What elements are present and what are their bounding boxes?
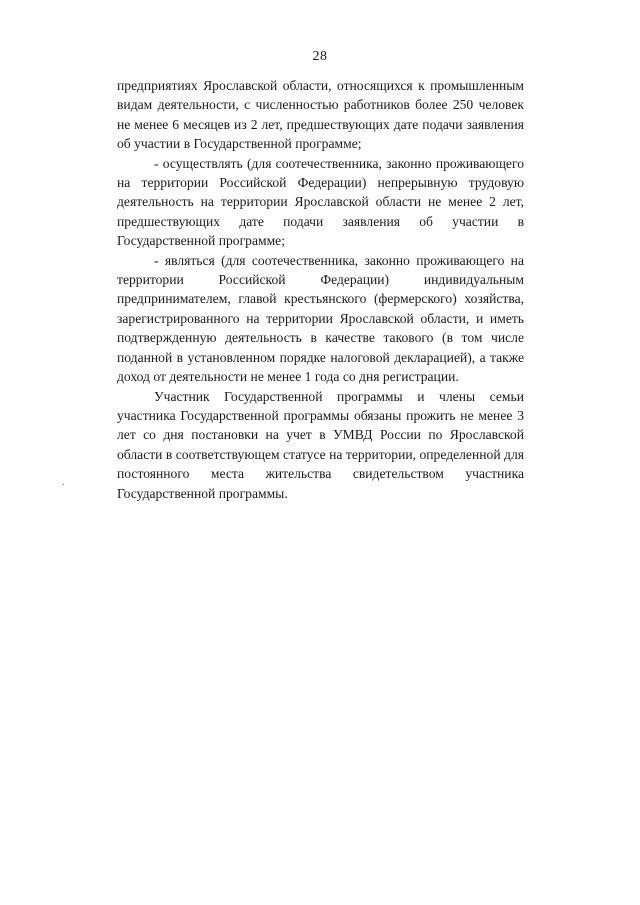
paragraph-continuation: предприятиях Ярославской области, относящихся к промышленным видам деятельности, с численностью работников более 250 человек не менее 6 месяцев из 2 лет, предшествующих дате подачи заявления об участии в Государственной программе; <box>117 78 524 152</box>
paragraph-residence-obligation: Участник Государственной программы и члены семьи участника Государственной программы обязаны прожить не менее 3 лет со дня постановки на учет в УМВД России по Ярославской области в соответствующем статусе на территории, определенной для постоянного места жительства свидетельством участника Государственной программы. <box>117 388 524 501</box>
paragraph-labor-activity: - осуществлять (для соотечественника, законно проживающего на территории Российской Федерации) непрерывную трудовую деятельность на территории Ярославской области не менее 2 лет, предшествующих дате подачи заявления об участии в Государственной программе; <box>117 155 524 249</box>
document-body <box>117 76 524 503</box>
scan-speck <box>63 484 64 485</box>
paragraph-entrepreneur: - являться (для соотечественника, законно проживающего на территории Российской Федерации) индивидуальным предпринимателем, главой крестьянского (фермерского) хозяйства, зарегистрированного на территории Ярославской области, и иметь подтвержденную деятельность в качестве такового (в том числе поданной в установленном порядке налоговой декларацией), а также доход от деятельности не менее 1 года со дня регистрации. <box>117 252 524 385</box>
page-number: 28 <box>312 49 328 64</box>
